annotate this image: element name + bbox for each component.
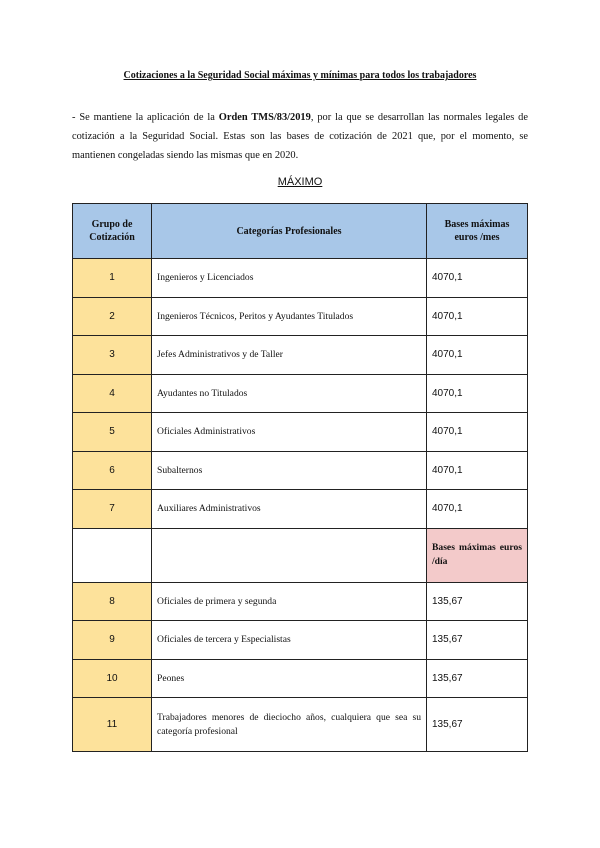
intro-suffix: , por la que se desarrollan las normales legales de cotización a la Seguridad Social. Estas son las bases de cotización de 2021 que, por el momento, se mantienen congeladas siendo las mismas que en 2020.: [72, 112, 528, 161]
empty-cell: [73, 528, 152, 582]
section-heading: MÁXIMO: [277, 176, 323, 188]
category-cell: Ingenieros y Licenciados: [152, 259, 427, 298]
group-cell: 4: [73, 374, 152, 413]
header-daily: Bases máximas euros /día: [427, 528, 528, 582]
table-row: [73, 621, 528, 660]
value-cell: 4070,1: [427, 259, 528, 298]
value-cell: 4070,1: [427, 451, 528, 490]
group-cell: 1: [73, 259, 152, 298]
value-cell: 135,67: [427, 659, 528, 698]
group-cell: 6: [73, 451, 152, 490]
table-row: [73, 659, 528, 698]
value-cell: 135,67: [427, 698, 528, 752]
group-cell: 2: [73, 297, 152, 336]
table-row: [73, 413, 528, 452]
empty-cell: [152, 528, 427, 582]
group-cell: 11: [73, 698, 152, 752]
intro-prefix: - Se mantiene la aplicación de la: [72, 112, 219, 123]
table-row: [73, 336, 528, 375]
category-cell: Oficiales de primera y segunda: [152, 582, 427, 621]
table-row: [73, 698, 528, 752]
value-cell: 4070,1: [427, 297, 528, 336]
table-row: [73, 374, 528, 413]
group-cell: 8: [73, 582, 152, 621]
category-cell: Jefes Administrativos y de Taller: [152, 336, 427, 375]
page-title: Cotizaciones a la Seguridad Social máximas y mínimas para todos los trabajadores: [123, 70, 477, 81]
group-cell: 3: [73, 336, 152, 375]
table-row: [73, 582, 528, 621]
group-cell: 7: [73, 490, 152, 529]
value-cell: 4070,1: [427, 490, 528, 529]
table-row: [73, 490, 528, 529]
value-cell: 4070,1: [427, 374, 528, 413]
category-cell: Auxiliares Administrativos: [152, 490, 427, 529]
intro-paragraph: [72, 108, 528, 165]
contribution-table: [72, 203, 528, 752]
category-cell: Peones: [152, 659, 427, 698]
value-cell: 135,67: [427, 582, 528, 621]
category-cell: Subalternos: [152, 451, 427, 490]
category-cell: Ingenieros Técnicos, Peritos y Ayudantes Titulados: [152, 297, 427, 336]
group-cell: 10: [73, 659, 152, 698]
intro-order-reference: Orden TMS/83/2019: [218, 112, 311, 123]
category-cell: Oficiales de tercera y Especialistas: [152, 621, 427, 660]
value-cell: 4070,1: [427, 336, 528, 375]
value-cell: 135,67: [427, 621, 528, 660]
group-cell: 9: [73, 621, 152, 660]
category-cell: Oficiales Administrativos: [152, 413, 427, 452]
header-category: Categorías Profesionales: [152, 204, 427, 259]
category-cell: Trabajadores menores de dieciocho años, cualquiera que sea su categoría profesional: [152, 698, 427, 752]
table-row: [73, 451, 528, 490]
category-cell: Ayudantes no Titulados: [152, 374, 427, 413]
header-group: Grupo de Cotización: [73, 204, 152, 259]
value-cell: 4070,1: [427, 413, 528, 452]
table-row: [73, 259, 528, 298]
table-row: [73, 297, 528, 336]
header-monthly: Bases máximas euros /mes: [427, 204, 528, 259]
daily-header-row: [73, 528, 528, 582]
group-cell: 5: [73, 413, 152, 452]
